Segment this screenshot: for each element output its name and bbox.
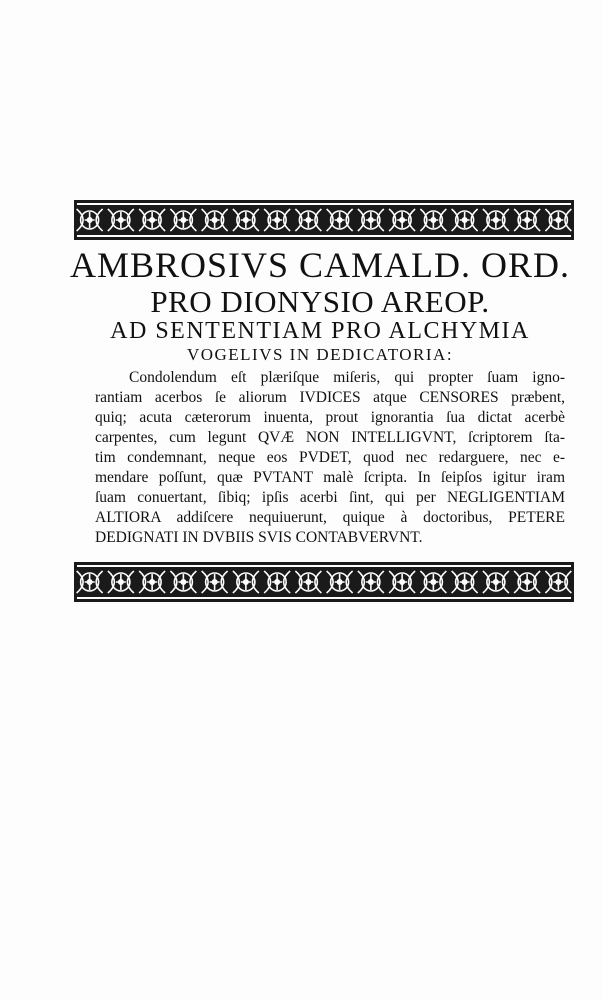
heading-line-1: AMBROSIVS CAMALD. ORD.	[69, 245, 571, 285]
heading-line-3: AD SENTENTIAM PRO ALCHYMIA	[110, 318, 530, 344]
text-line: DEDIGNATI IN DVBIIS SVIS CONTABVERVNT.	[95, 529, 423, 546]
text-line: mendare poſſunt, quæ PVTANT malè ſcripta. In ſeipſos igitur iram	[95, 469, 565, 486]
text-line: ſuam conuertant, ſibiq; ipſis acerbi ſint, qui per NEGLIGENTIAM	[95, 489, 565, 506]
bottom-ornamental-border	[74, 562, 574, 602]
text-line: carpentes, cum legunt QVÆ NON INTELLIGVNT, ſcriptorem ſta-	[95, 429, 565, 446]
top-ornamental-border	[74, 200, 574, 240]
text-line: Condolendum eſt plæriſque miſeris, qui propter ſuam igno-	[129, 369, 565, 386]
text-line: tim condemnant, neque eos PVDET, quod nec redarguere, nec e-	[95, 449, 565, 466]
dedication-paragraph	[95, 368, 565, 548]
heading-line-2: PRO DIONYSIO AREOP.	[150, 284, 490, 319]
text-line: rantiam acerbos ſe aliorum IVDICES atque CENSORES præbent,	[95, 389, 565, 406]
text-line: quiq; acuta cæterorum inuenta, prout ignorantia ſua dictat acerbè	[95, 409, 565, 426]
heading-line-4: VOGELIVS IN DEDICATORIA:	[186, 345, 454, 364]
text-line: ALTIORA addiſcere nequiuerunt, quique à doctoribus, PETERE	[95, 509, 565, 526]
